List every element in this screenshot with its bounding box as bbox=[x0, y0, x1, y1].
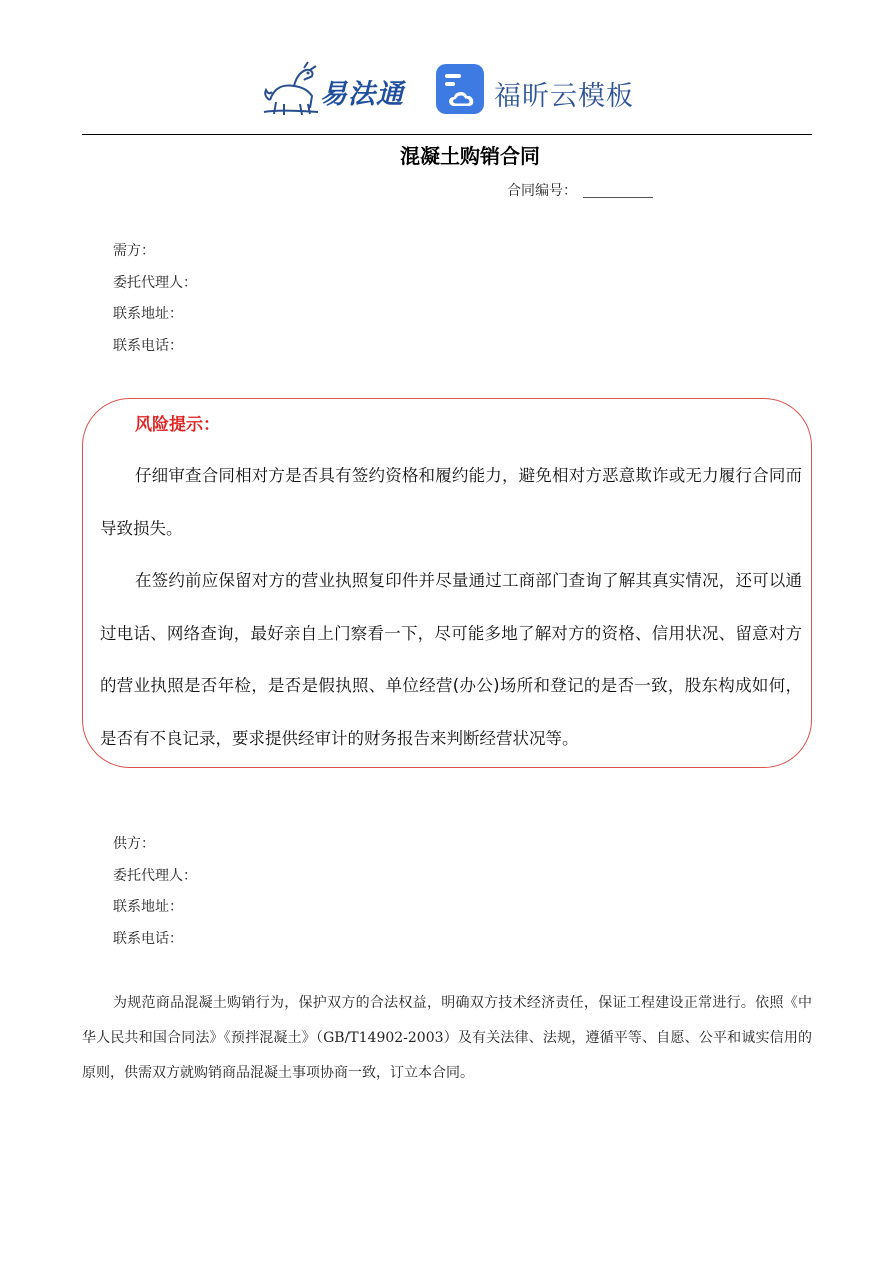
cloud-document-icon bbox=[436, 64, 484, 114]
header-logos bbox=[260, 58, 640, 122]
contract-number-label: 合同编号： bbox=[507, 183, 577, 199]
buyer-info bbox=[113, 236, 197, 362]
risk-notice-body bbox=[100, 450, 802, 765]
buyer-party-label: 需方： bbox=[113, 243, 155, 259]
yifatong-brand-text: 易法通 bbox=[320, 79, 404, 110]
buyer-address-label: 联系地址： bbox=[113, 306, 183, 322]
document-title: 混凝土购销合同 bbox=[400, 144, 540, 168]
supplier-agent-label: 委托代理人： bbox=[113, 867, 197, 884]
risk-notice-title: 风险提示： bbox=[135, 415, 220, 435]
qilin-mascot-icon bbox=[260, 60, 322, 118]
risk-paragraph: 仔细审查合同相对方是否具有签约资格和履约能力，避免相对方恶意欺诈或无力履行合同而导致损失。 bbox=[100, 466, 802, 538]
supplier-address-label: 联系地址： bbox=[113, 899, 183, 915]
yifatong-logo bbox=[260, 60, 420, 118]
header-divider bbox=[82, 134, 812, 135]
fuxin-logo bbox=[436, 64, 636, 118]
buyer-phone-label: 联系电话： bbox=[113, 337, 183, 354]
supplier-phone-label: 联系电话： bbox=[113, 930, 183, 947]
supplier-info bbox=[113, 829, 197, 955]
risk-paragraph: 在签约前应保留对方的营业执照复印件并尽量通过工商部门查询了解其真实情况，还可以通过电话、网络查询，最好亲自上门察看一下，尽可能多地了解对方的资格、信用状况、留意对方的营业执照是否年检，是否是假执照、单位经营(办公)场所和登记的是否一致，股东构成如何，是否有不良记录，要求提供经审计的财务报告来判断经营状况等。 bbox=[100, 571, 802, 748]
buyer-agent-label: 委托代理人： bbox=[113, 274, 197, 291]
fuxin-brand-text: 福昕云模板 bbox=[494, 81, 634, 112]
contract-number bbox=[507, 180, 653, 200]
supplier-party-label: 供方： bbox=[113, 836, 155, 852]
intro-paragraph: 为规范商品混凝土购销行为，保护双方的合法权益，明确双方技术经济责任，保证工程建设正常进行。依照《中华人民共和国合同法》《预拌混凝土》（GB/T14902-2003）及有关法律、法规，遵循平等、自愿、公平和诚实信用的原则，供需双方就购销商品混凝土事项协商一致，订立本合同。 bbox=[82, 995, 812, 1081]
intro-section bbox=[82, 986, 812, 1091]
contract-number-blank bbox=[583, 183, 653, 198]
